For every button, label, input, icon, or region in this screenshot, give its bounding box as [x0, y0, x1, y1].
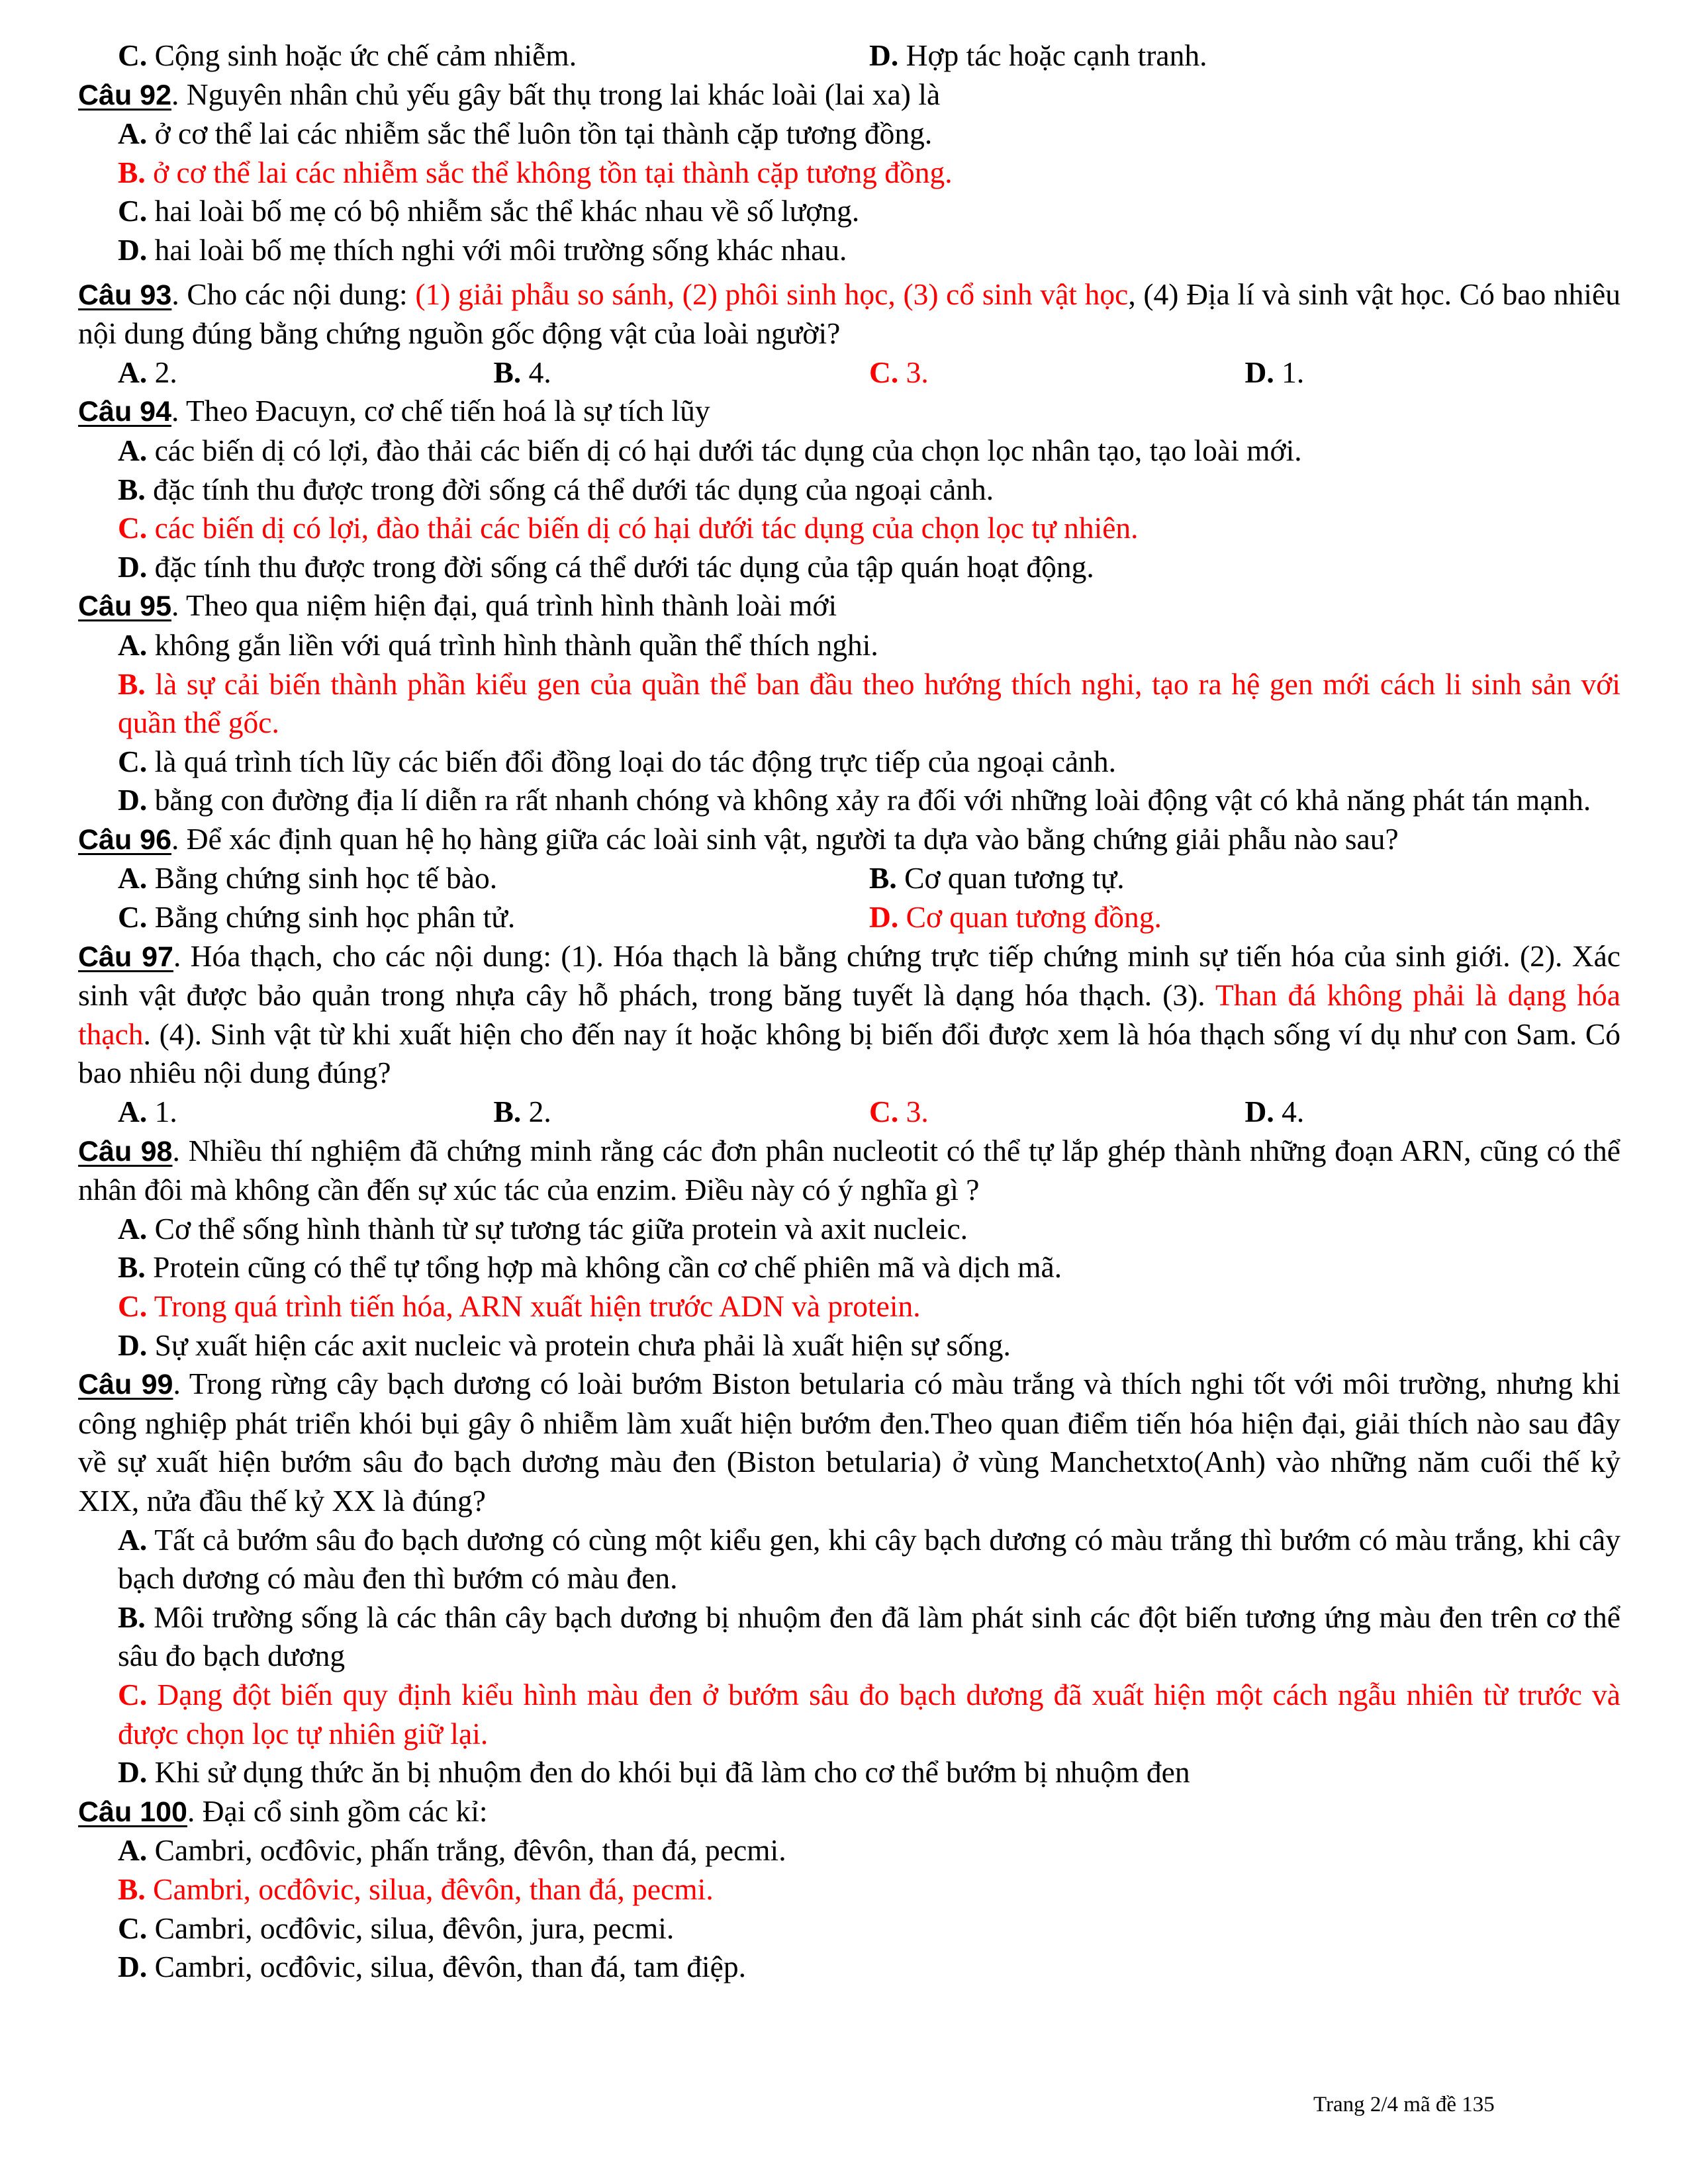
option-c: C. Cộng sinh hoặc ức chế cảm nhiễm. — [118, 38, 577, 72]
option-a: A. Cambri, ocđôvic, phấn trắng, đêvôn, than đá, pecmi. — [118, 1833, 786, 1868]
options-row — [78, 898, 1620, 937]
option-b: B. Protein cũng có thể tự tổng hợp mà không cần cơ chế phiên mã và dịch mã. — [118, 1250, 1062, 1285]
question-97 — [78, 937, 1620, 1132]
question-93 — [78, 275, 1620, 392]
option-d: D. Cambri, ocđôvic, silua, đêvôn, than đá, tam điệp. — [118, 1950, 746, 1984]
option-d: D. đặc tính thu được trong đời sống cá thể dưới tác dụng của tập quán hoạt động. — [118, 549, 1094, 584]
option-d: D. hai loài bố mẹ thích nghi với môi trường sống khác nhau. — [118, 232, 847, 267]
question-stem: Câu 99. Trong rừng cây bạch dương có loài bướm Biston betularia có màu trắng và thích nghi tốt với môi trường, nhưng khi công nghiệp phát triển khói bụi gây ô nhiễm làm xuất hiện bướm đen.Theo quan điểm tiến hóa hiện đại, giải thích nào sau đây về sự xuất hiện bướm sâu đo bạch dương màu đen (Biston betularia) ở vùng Manchetxto(Anh) vào những năm cuối thế kỷ XIX, nửa đầu thế kỷ XX là đúng? — [78, 1367, 1620, 1518]
question-number: Câu 96 — [78, 823, 172, 856]
carryover-options — [78, 36, 1620, 75]
question-number: Câu 92 — [78, 79, 172, 111]
option-c-correct: C. Trong quá trình tiến hóa, ARN xuất hiện trước ADN và protein. — [118, 1289, 921, 1323]
option-c-correct: C. Dạng đột biến quy định kiểu hình màu đen ở bướm sâu đo bạch dương đã xuất hiện một cách ngẫu nhiên từ trước và được chọn lọc tự nhiên giữ lại. — [118, 1677, 1620, 1751]
option-a: A. ở cơ thể lai các nhiễm sắc thể luôn tồn tại thành cặp tương đồng. — [118, 116, 933, 151]
question-number: Câu 94 — [78, 396, 172, 428]
option-a: A. Tất cả bướm sâu đo bạch dương có cùng một kiểu gen, khi cây bạch dương có màu trắng thì bướm có màu trắng, khi cây bạch dương có màu đen thì bướm có màu đen. — [118, 1522, 1620, 1596]
question-stem: . Nguyên nhân chủ yếu gây bất thụ trong lai khác loài (lai xa) là — [171, 77, 941, 111]
question-99 — [78, 1365, 1620, 1792]
question-number: Câu 98 — [78, 1135, 173, 1167]
answer-highlight: Than đá không phải là dạng hóa thạch — [78, 978, 1620, 1051]
option-a: A. Bằng chứng sinh học tế bào. — [118, 861, 498, 895]
question-stem: Câu 93. Cho các nội dung: (1) giải phẫu so sánh, (2) phôi sinh học, (3) cổ sinh vật học, (4) Địa lí và sinh vật học. Có bao nhiêu nội dung đúng bằng chứng nguồn gốc động vật của loài người? — [78, 277, 1620, 351]
option-d-correct: D. Cơ quan tương đồng. — [869, 900, 1162, 934]
option-b-correct: B. là sự cải biến thành phần kiểu gen của quần thể ban đầu theo hướng thích nghi, tạo ra hệ gen mới cách li sinh sản với quần thể gốc. — [118, 666, 1620, 740]
option-c-correct: C. 3. — [869, 1095, 929, 1129]
question-98 — [78, 1132, 1620, 1365]
question-number: Câu 99 — [78, 1369, 173, 1401]
question-stem: . Để xác định quan hệ họ hàng giữa các loài sinh vật, người ta dựa vào bằng chứng giải phẫu nào sau? — [171, 821, 1399, 856]
option-c: C. hai loài bố mẹ có bộ nhiễm sắc thể khác nhau về số lượng. — [118, 194, 860, 228]
page-footer: Trang 2/4 mã đề 135 — [1313, 2093, 1495, 2116]
option-b: B. Môi trường sống là các thân cây bạch dương bị nhuộm đen đã làm phát sinh các đột biến tương ứng màu đen trên cơ thể sâu đo bạch dương — [118, 1600, 1620, 1673]
option-c-correct: C. 3. — [869, 355, 929, 389]
option-c: C. Bằng chứng sinh học phân tử. — [118, 900, 516, 934]
option-d: D. 4. — [1244, 1095, 1305, 1129]
option-b: B. Cơ quan tương tự. — [869, 861, 1125, 895]
option-a: A. Cơ thể sống hình thành từ sự tương tác giữa protein và axit nucleic. — [118, 1211, 968, 1246]
option-a: A. 1. — [118, 1095, 177, 1129]
question-stem: . Đại cổ sinh gồm các kỉ: — [187, 1794, 488, 1828]
question-number: Câu 100 — [78, 1796, 187, 1828]
option-c: C. là quá trình tích lũy các biến đổi đồng loại do tác động trực tiếp của ngoại cảnh. — [118, 744, 1117, 778]
options-row — [78, 859, 1620, 898]
question-100 — [78, 1792, 1620, 1987]
question-number: Câu 97 — [78, 940, 173, 973]
option-b-correct: B. Cambri, ocđôvic, silua, đêvôn, than đá, pecmi. — [118, 1872, 714, 1906]
option-b-correct: B. ở cơ thể lai các nhiễm sắc thể không tồn tại thành cặp tương đồng. — [118, 155, 953, 189]
option-d: D. Hợp tác hoặc cạnh tranh. — [869, 38, 1207, 72]
options-row — [78, 1093, 1620, 1132]
question-95 — [78, 586, 1620, 820]
option-d: D. Sự xuất hiện các axit nucleic và protein chưa phải là xuất hiện sự sống. — [118, 1328, 1011, 1362]
question-96 — [78, 820, 1620, 937]
option-d: D. 1. — [1244, 355, 1305, 389]
option-d: D. bằng con đường địa lí diễn ra rất nhanh chóng và không xảy ra đối với những loài động vật có khả năng phát tán mạnh. — [118, 783, 1591, 817]
question-92 — [78, 75, 1620, 270]
option-c: C. Cambri, ocđôvic, silua, đêvôn, jura, pecmi. — [118, 1911, 675, 1945]
question-stem: Câu 98. Nhiều thí nghiệm đã chứng minh rằng các đơn phân nucleotit có thể tự lắp ghép thành những đoạn ARN, cũng có thể nhân đôi mà không cần đến sự xúc tác của enzim. Điều này có ý nghĩa gì ? — [78, 1133, 1620, 1207]
option-d: D. Khi sử dụng thức ăn bị nhuộm đen do khói bụi đã làm cho cơ thể bướm bị nhuộm đen — [118, 1755, 1190, 1790]
answer-highlight: (1) giải phẫu so sánh, (2) phôi sinh học, (3) cổ sinh vật học — [415, 277, 1129, 311]
option-b: B. 4. — [493, 355, 551, 389]
question-stem: . Theo qua niệm hiện đại, quá trình hình thành loài mới — [171, 588, 837, 623]
option-a: A. 2. — [118, 355, 177, 389]
exam-page — [78, 36, 1620, 1987]
option-b: B. đặc tính thu được trong đời sống cá thể dưới tác dụng của ngoại cảnh. — [118, 472, 994, 506]
option-c-correct: C. các biến dị có lợi, đào thải các biến dị có hại dưới tác dụng của chọn lọc tự nhiên. — [118, 511, 1139, 545]
option-b: B. 2. — [493, 1095, 551, 1129]
question-number: Câu 95 — [78, 590, 172, 623]
question-stem: . Theo Đacuyn, cơ chế tiến hoá là sự tích lũy — [171, 394, 710, 428]
question-stem: Câu 97. Hóa thạch, cho các nội dung: (1). Hóa thạch là bằng chứng trực tiếp chứng minh sự tiến hóa của sinh giới. (2). Xác sinh vật được bảo quản trong nhựa cây hỗ phách, trong băng tuyết là dạng hóa thạch. (3). Than đá không phải là dạng hóa thạch. (4). Sinh vật từ khi xuất hiện cho đến nay ít hoặc không bị biến đổi được xem là hóa thạch sống ví dụ như con Sam. Có bao nhiêu nội dung đúng? — [78, 938, 1620, 1090]
question-94 — [78, 392, 1620, 586]
question-number: Câu 93 — [78, 279, 172, 311]
option-a: A. không gắn liền với quá trình hình thành quần thể thích nghi. — [118, 627, 878, 662]
option-a: A. các biến dị có lợi, đào thải các biến dị có hại dưới tác dụng của chọn lọc nhân tạo, tạo loài mới. — [118, 433, 1302, 467]
options-row — [78, 353, 1620, 392]
